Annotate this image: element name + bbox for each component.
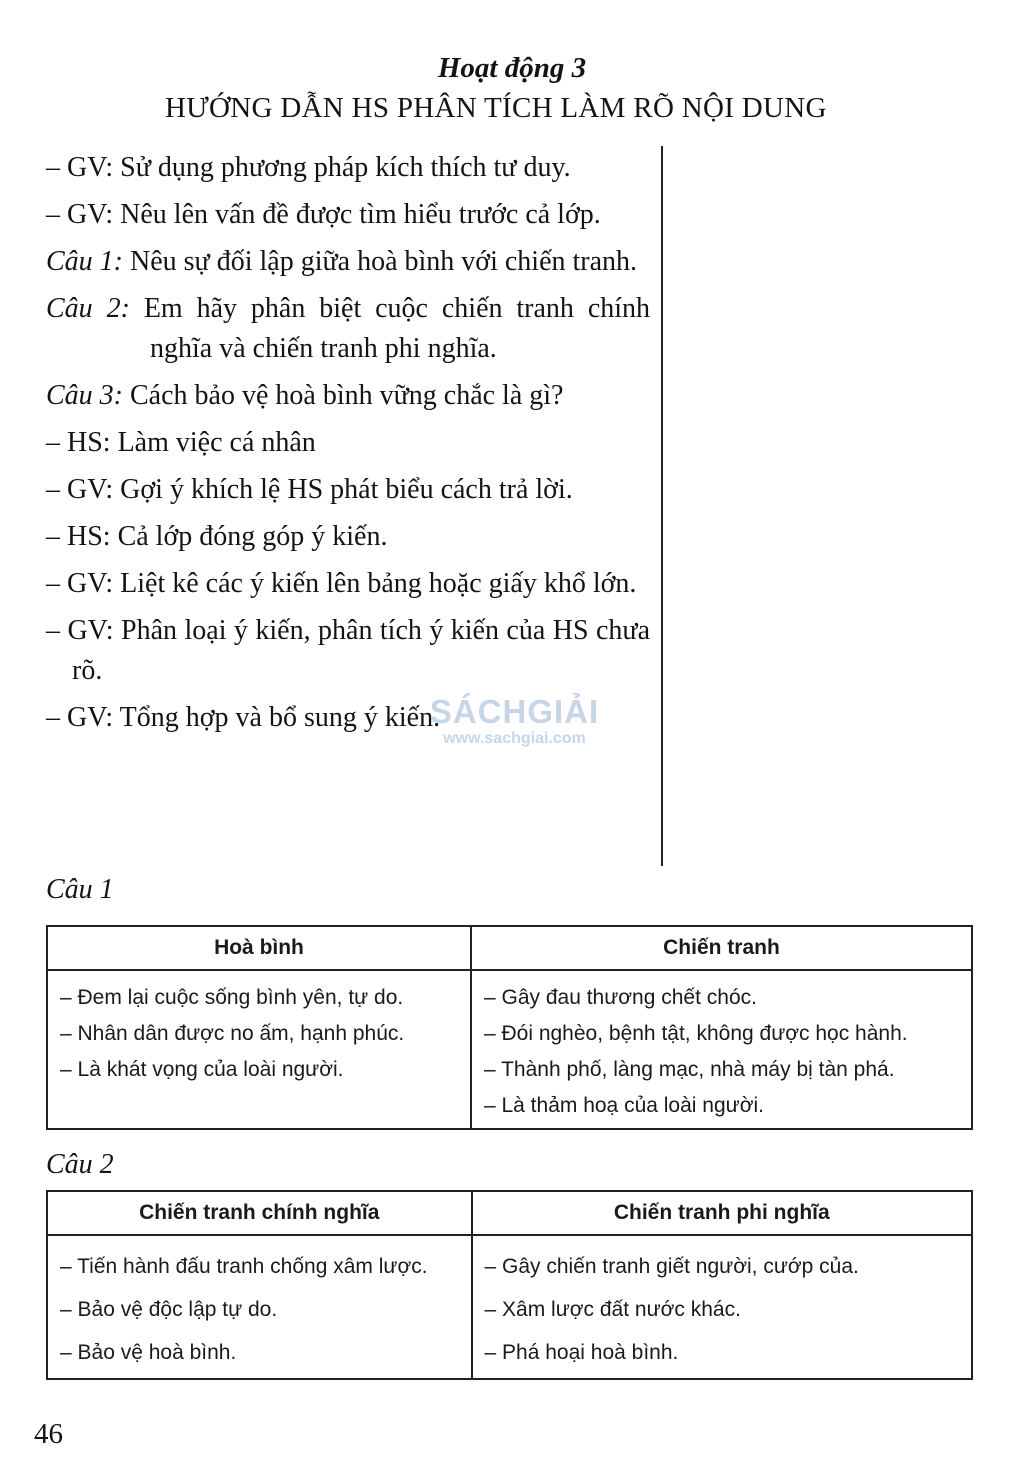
list-item xyxy=(46,611,650,691)
list-item xyxy=(46,195,650,235)
question-label: Câu 3: xyxy=(46,380,123,411)
item-text: – GV: Gợi ý khích lệ HS phát biểu cách trả lời. xyxy=(46,474,573,505)
activity-title: Hoạt động 3 xyxy=(437,52,587,84)
table-header-cell: Hoà bình xyxy=(47,926,471,970)
table-header-row xyxy=(47,926,972,970)
list-item xyxy=(46,423,650,463)
list-item xyxy=(46,470,650,510)
table-row xyxy=(47,1235,972,1379)
question-item xyxy=(46,376,650,416)
cell-line: – Thành phố, làng mạc, nhà máy bị tàn phá. xyxy=(483,1058,895,1081)
item-text: – GV: Tổng hợp và bổ sung ý kiến. xyxy=(46,702,441,733)
table-cell xyxy=(471,970,972,1129)
cell-line: – Phá hoại hoà bình. xyxy=(484,1341,679,1364)
table-header-cell: Chiến tranh xyxy=(471,926,972,970)
item-text: – GV: Sử dụng phương pháp kích thích tư duy. xyxy=(46,152,571,183)
item-text: Nêu sự đối lập giữa hoà bình với chiến tranh. xyxy=(130,246,638,277)
list-item xyxy=(46,564,650,604)
column-divider xyxy=(661,146,663,866)
table-header-row xyxy=(47,1191,972,1235)
table-row xyxy=(47,970,972,1129)
table-header-cell: Chiến tranh chính nghĩa xyxy=(47,1191,472,1235)
item-text: Em hãy phân biệt cuộc chiến tranh chính nghĩa và chiến tranh phi nghĩa. xyxy=(143,293,651,364)
table-cell xyxy=(47,970,471,1129)
page-number: 46 xyxy=(34,1418,63,1450)
table-header-cell: Chiến tranh phi nghĩa xyxy=(472,1191,972,1235)
question-item xyxy=(46,242,650,282)
activity-list xyxy=(46,148,650,745)
list-item xyxy=(46,148,650,188)
cell-line: – Gây đau thương chết chóc. xyxy=(483,986,757,1009)
cell-line: – Xâm lược đất nước khác. xyxy=(484,1298,741,1321)
list-item xyxy=(46,698,650,738)
watermark-logo: SÁCHGIẢI xyxy=(429,693,600,730)
item-text: – GV: Phân loại ý kiến, phân tích ý kiến của HS chưa rõ. xyxy=(46,615,650,686)
question-label: Câu 1: xyxy=(46,246,123,277)
cell-line: – Đem lại cuộc sống bình yên, tự do. xyxy=(60,986,404,1009)
just-unjust-war-table xyxy=(46,1190,973,1380)
item-text: – HS: Làm việc cá nhân xyxy=(46,427,316,458)
cell-line: – Là thảm hoạ của loài người. xyxy=(483,1094,764,1117)
item-text: Cách bảo vệ hoà bình vững chắc là gì? xyxy=(130,380,564,411)
table-cell xyxy=(472,1235,972,1379)
table1-label: Câu 1 xyxy=(46,874,114,905)
item-text: – GV: Liệt kê các ý kiến lên bảng hoặc giấy khổ lớn. xyxy=(46,568,637,599)
peace-war-table xyxy=(46,925,973,1130)
table2-label: Câu 2 xyxy=(46,1149,114,1180)
cell-line: – Bảo vệ độc lập tự do. xyxy=(60,1298,278,1321)
list-item xyxy=(46,517,650,557)
item-text: – HS: Cả lớp đóng góp ý kiến. xyxy=(46,521,388,552)
cell-line: – Gây chiến tranh giết người, cướp của. xyxy=(484,1255,859,1278)
cell-line: – Bảo vệ hoà bình. xyxy=(60,1341,237,1364)
question-item xyxy=(46,289,650,369)
watermark-url: www.sachgiai.com xyxy=(443,730,586,747)
page-title: HƯỚNG DẪN HS PHÂN TÍCH LÀM RÕ NỘI DUNG xyxy=(165,92,827,124)
question-label: Câu 2: xyxy=(46,293,130,324)
item-text: – GV: Nêu lên vấn đề được tìm hiểu trước cả lớp. xyxy=(46,199,601,230)
cell-line: – Đói nghèo, bệnh tật, không được học hành. xyxy=(483,1022,908,1045)
activity-heading xyxy=(0,52,1024,85)
table-cell xyxy=(47,1235,472,1379)
cell-line: – Nhân dân được no ấm, hạnh phúc. xyxy=(60,1022,405,1045)
cell-line: – Tiến hành đấu tranh chống xâm lược. xyxy=(60,1255,428,1278)
cell-line: – Là khát vọng của loài người. xyxy=(60,1058,344,1081)
